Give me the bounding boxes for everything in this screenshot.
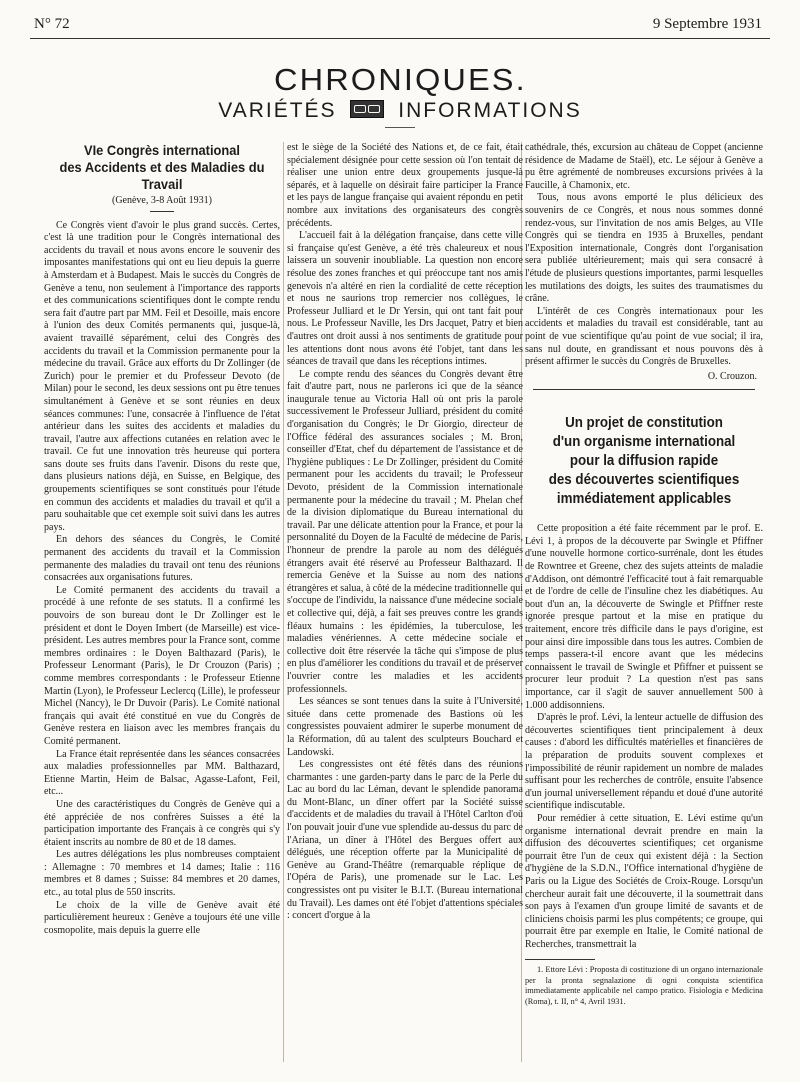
masthead — [0, 62, 800, 123]
article2-title-line: pour la diffusion rapide — [569, 453, 719, 470]
paragraph: D'après le prof. Lévi, la lenteur actuelle de diffusion des découvertes scientifiques tient principalement à deux causes : d'abord les difficultés matérielles et financières de la préparation de produits souvent complexes et l'impossibilité de réunir rapidement un nombre de malades suffisant pour les recherches de contrôle, ensuite l'absence d'un journal universellement répandu et doué d'une autorité scientifique indiscutable. — [525, 712, 763, 812]
paragraph: est le siège de la Société des Nations et, de ce fait, était spécialement désignée pour cette session où l'on tentait de réaliser une union entre deux groupements jusque-là séparés, et à laquelle on désirait faire participer la France et les pays de langue française qui avaient répondu en petit nombre aux invitations des organisateurs des congrès précédents. — [287, 142, 523, 229]
paragraph: Le Comité permanent des accidents du travail a procédé à une refonte de ses statuts. Il a confirmé les pouvoirs de son bureau dont le Dr Zollinger est le président et dont le Doyen Imbert (de Marseille) est vice-président. Les autres membres pour la France sont, comme membres ordinaires : le Doyen Balthazard (Paris), le Professeur Lenormant (Paris), le Dr Crouzon (Paris) ; comme membres correspondants : le Professeur Etienne Martin (Lyon), le Professeur Leclercq (Lille), le professeur Michel (Nancy), le Dr Duvoir (Paris). Le Comité national français qui avait été constitué en vue du Congrès de Genève restera en liaison avec les membres français du Comité permanent. — [44, 584, 280, 747]
paragraph: Cette proposition a été faite récemment par le prof. E. Lévi 1, à propos de la découverte par Swingle et Pfiffner d'une nouvelle hormone cortico-surrénale, dont les études de Rowntree et Greene, chez des sujets atteints de maladie d'Addison, ont démontré l'efficacité tout à fait remarquable et de l'ordre de celle de l'insuline chez les diabétiques. Au bout d'un an, la découverte de Swingle et Pfiffner reste ignorée presque partout et la mise en pratique du traitement, encore très difficile dans le pays d'origine, est pour ainsi dire impossible dans tous les autres. Combien de temps passera-t-il encore avant que les médecins connaissent le travail de Swingle et Pfiffner et puissent se procurer leur produit ? La question n'est pas sans importance, car il s'agit de sauver annuellement 500 à 1.000 addisonniens. — [525, 523, 763, 711]
paragraph: Les séances se sont tenues dans la suite à l'Université, située dans cette promenade des Bastions où les congressistes pouvaient admirer le superbe monument de la Réformation, dû au talent des sculpteurs Bouchard et Landowski. — [287, 696, 523, 758]
masthead-title: CHRONIQUES. — [273, 62, 527, 97]
paragraph: Tous, nous avons emporté le plus délicieux des souvenirs de ce Congrès, et nous nous sommes donné rendez-vous, sur l'invitation de nos amis Belges, au VIIe Congrès qui se tiendra en 1935 à Bruxelles, pendant l'Exposition internationale, Congrès dont l'organisation sera publiée ultérieurement; mais qui sera consacré à l'étude de plusieurs questions importantes, parmi lesquelles les mutilations des doigts, les suites des traumatismes du crâne. — [525, 192, 763, 305]
article1-signature: O. Crouzon. — [707, 370, 757, 382]
ornament-icon — [350, 100, 384, 118]
paragraph: L'accueil fait à la délégation française, dans cette ville si française qu'est Genève, a été très chaleureux et nous laissera un souvenir inoubliable. La question non encore résolue des zones franches et qui préoccupe tant nos amis genevois n'a altéré en rien la cordialité de cette réception et nous ne saurions trop remercier nos collègues, le Professeur Julliard et le Dr Yersin, qui ont tant fait pour nous. Le Professeur Naville, les Drs Jacquet, Patry et bien d'autres ont droit aussi à nos sentiments de gratitude pour les attentions dont nous avons été l'objet, tant dans les séances de travail que dans les réceptions intimes. — [287, 230, 523, 368]
paragraph: Une des caractéristiques du Congrès de Genève qui a été appréciée de nos confrères Suisses a été la participation importante des Français à ce congrès qui s'y étaient inscrits au nombre de 80 et de 18 dames. — [44, 798, 280, 848]
footnote — [525, 965, 763, 1007]
paragraph: En dehors des séances du Congrès, le Comité permanent des accidents du travail et la Commission permanente des maladies du travail ont tenu des réunions consacrées aux organisations futures. — [44, 534, 280, 584]
article-separator — [533, 389, 755, 390]
article1-title-line: des Accidents et des Maladies du Travail — [59, 159, 265, 192]
header-rule — [30, 38, 770, 39]
article2-title — [535, 414, 754, 509]
masthead-divider — [385, 127, 415, 128]
paragraph: L'intérêt de ces Congrès internationaux pour les accidents et maladies du travail est considérable, tant au point de vue scientifique qu'au point de vue social; il ira, sans nul doute, en grandissant et nous pouvons dès à présent affirmer le succès du Congrès de Bruxelles. — [525, 305, 763, 368]
column-3 — [525, 142, 763, 1064]
page-number: N° 72 — [34, 16, 70, 32]
footnote-rule — [525, 959, 595, 960]
paragraph: Le compte rendu des séances du Congrès devant être fait d'autre part, nous ne parlerons ici que de la séance inaugurale tenue au Victoria Hall où ont pris la parole successivement le Professeur Julliard, président du comité d'organisation du Congrès; le Dr Giorgio, directeur de l'Office fédéral des assurances sociales ; M. Bron, conseiller d'Etat, chef du département de l'assistance et de l'hygiène publiques : Le Dr Zollinger, président du Comité permanent pour les accidents du travail; le Professeur Devoto, président de la Commission internationale permanente pour la médecine du travail ; M. Phelan chef de la division diplomatique du Bureau international du travail. Par une délicate attention pour la France, et pour la personnalité du Doyen de la Faculté de médecine de Paris, l'honneur de prendre la parole au nom des délégués étrangers avait été réservé au Professeur Balthazard. Il remercia Genève et la Suisse au nom des nations étrangères et salua, à côté de la médecine traditionnelle qui s'occupe de l'individu, la naissance d'une médecine sociale et collective qui, déjà, a fait ses preuves contre les grands fléaux humains : les épidémies, la tuberculose, les maladies vénériennes. A cette médecine sociale et collective doit être réservée la tâche qui s'impose de plus en plus d'améliorer les conditions du travail et de préserver l'ouvrier contre les maladies et les accidents professionnels. — [287, 368, 523, 695]
paragraph: Ce Congrès vient d'avoir le plus grand succès. Certes, c'est là une tradition pour le Congrès international des accidents du travail et nous avons encore le souvenir des imposantes manifestations qui ont eu lieu depuis la guerre à Amsterdam et à Budapest. Mais le succès du Congrès de Genève a tenu, non seulement à l'importance des rapports et des communications scientifiques dont le compte rendu sera fait d'autre part par MM. Feil et Desoille, mais encore à l'union des deux Comités permanents qui, jusque-là, avaient travaillé séparément, celui des Congrès des accidents du travail et la Commission permanente pour la médecine du travail. Grâce aux efforts du Dr Zollinger (de Zurich) pour le premier et du Professeur Devoto (de Milan) pour le second, les deux sessions ont pu être tenues simultanément à Genève et se sont réunies en deux séances communes: l'une, consacrée à l'influence de l'état antérieur dans les suites des accidents et maladies du travail, l'autre aux affections cutanées en relation avec le travail. Ce fut une innovation très heureuse qui portera sans doute ses fruits dans l'avenir. Disons du reste que, dans plusieurs nations déjà, en Suisse, en Belgique, des groupements scientifiques se sont constitués pour l'étude en commun des accidents et maladies du travail et qu'il a paru souhaitable que cet exemple soit suivi dans les autres pays. — [44, 219, 280, 533]
paragraph: La France était représentée dans les séances consacrées aux maladies professionnelles par MM. Balthazard, Etienne Martin, Heim de Balsac, Agasse-Lafont, Feil, etc... — [44, 748, 280, 798]
footnote-text: 1. Ettore Lévi : Proposta di costituzione di un organo internazionale per la pronta segnalazione di ogni conquista scientifica immediatamente applicabile nel campo pratico. Fisiologia e Medicina (Roma), t. II, n° 4, Avril 1931. — [525, 965, 763, 1006]
column-2 — [287, 142, 523, 1064]
article1-title-line: VIe Congrès international — [83, 142, 241, 158]
column-1 — [44, 142, 280, 1064]
masthead-varietes: VARIÉTÉS — [218, 99, 337, 122]
paragraph: Pour remédier à cette situation, E. Lévi estime qu'un organisme international devrait prendre en main la diffusion des découvertes scientifiques; cet organisme pourrait être l'un de ceux qui existent déjà : la Section d'hygiène de la S.D.N., l'Office international d'hygiène de Paris ou la Ligue des Sociétés de Croix-Rouge. Lorsqu'un chercheur aurait fait une découverte, il la soumettrait dans son pays à l'examen d'un groupe limité de savants et de cliniciens choisis parmi les plus compétents; ce groupe, qui pourrait être par exemple en Italie, le Comité national de Recherches, transmettrait la — [525, 812, 763, 950]
column-separator — [283, 142, 284, 1062]
article2-title-line: d'un organisme international — [552, 434, 736, 451]
paragraph: Les congressistes ont été fêtés dans des réunions charmantes : une garden-party dans le parc de la Perle du Lac au bord du lac Léman, devant le splendide panorama du Mont-Blanc, un dîner offert par la Société suisse d'accidents et de maladies du travail à l'Hôtel Carlton d'où l'on pouvait jouir d'une vue splendide au-dessus du parc de l'Ariana, un dîner à l'Hôtel des Bergues offert aux délégués, une réception offerte par la Municipalité de Genève au Grand-Théâtre (remarquable réplique de l'Opéra de Paris), une promenade sur le Lac. Les congressistes ont pu visiter le B.I.T. (Bureau international du Travail). Les dames ont été l'objet d'attentions spéciales : concert d'orgue à la — [287, 759, 523, 922]
paragraph: Les autres délégations les plus nombreuses comptaient : Allemagne : 70 membres et 14 dames; Italie : 116 membres et 8 dames ; Suisse: 84 membres et 20 dames, etc., au total plus de 550 inscrits. — [44, 849, 280, 899]
issue-date: 9 Septembre 1931 — [652, 16, 762, 32]
article1-title — [53, 142, 270, 193]
article1-dateline: (Genève, 3-8 Août 1931) — [112, 195, 212, 206]
masthead-informations: INFORMATIONS — [398, 99, 582, 122]
article2-title-line: Un projet de constitution — [565, 415, 723, 432]
article2-title-line: immédiatement applicables — [556, 491, 732, 508]
masthead-subtitle — [0, 99, 800, 123]
paragraph: cathédrale, thés, excursion au château de Coppet (ancienne résidence de Madame de Staël), etc. Le séjour à Genève a pu être agrémenté de nombreuses excursions privées à la Faucille, à Chamonix, etc. — [525, 142, 763, 191]
paragraph: Le choix de la ville de Genève avait été particulièrement heureux : Genève a toujours été une ville cosmopolite, mais depuis la guerre elle — [44, 899, 280, 936]
article1-title-rule — [150, 211, 174, 212]
article2-title-line: des découvertes scientifiques — [548, 472, 740, 489]
